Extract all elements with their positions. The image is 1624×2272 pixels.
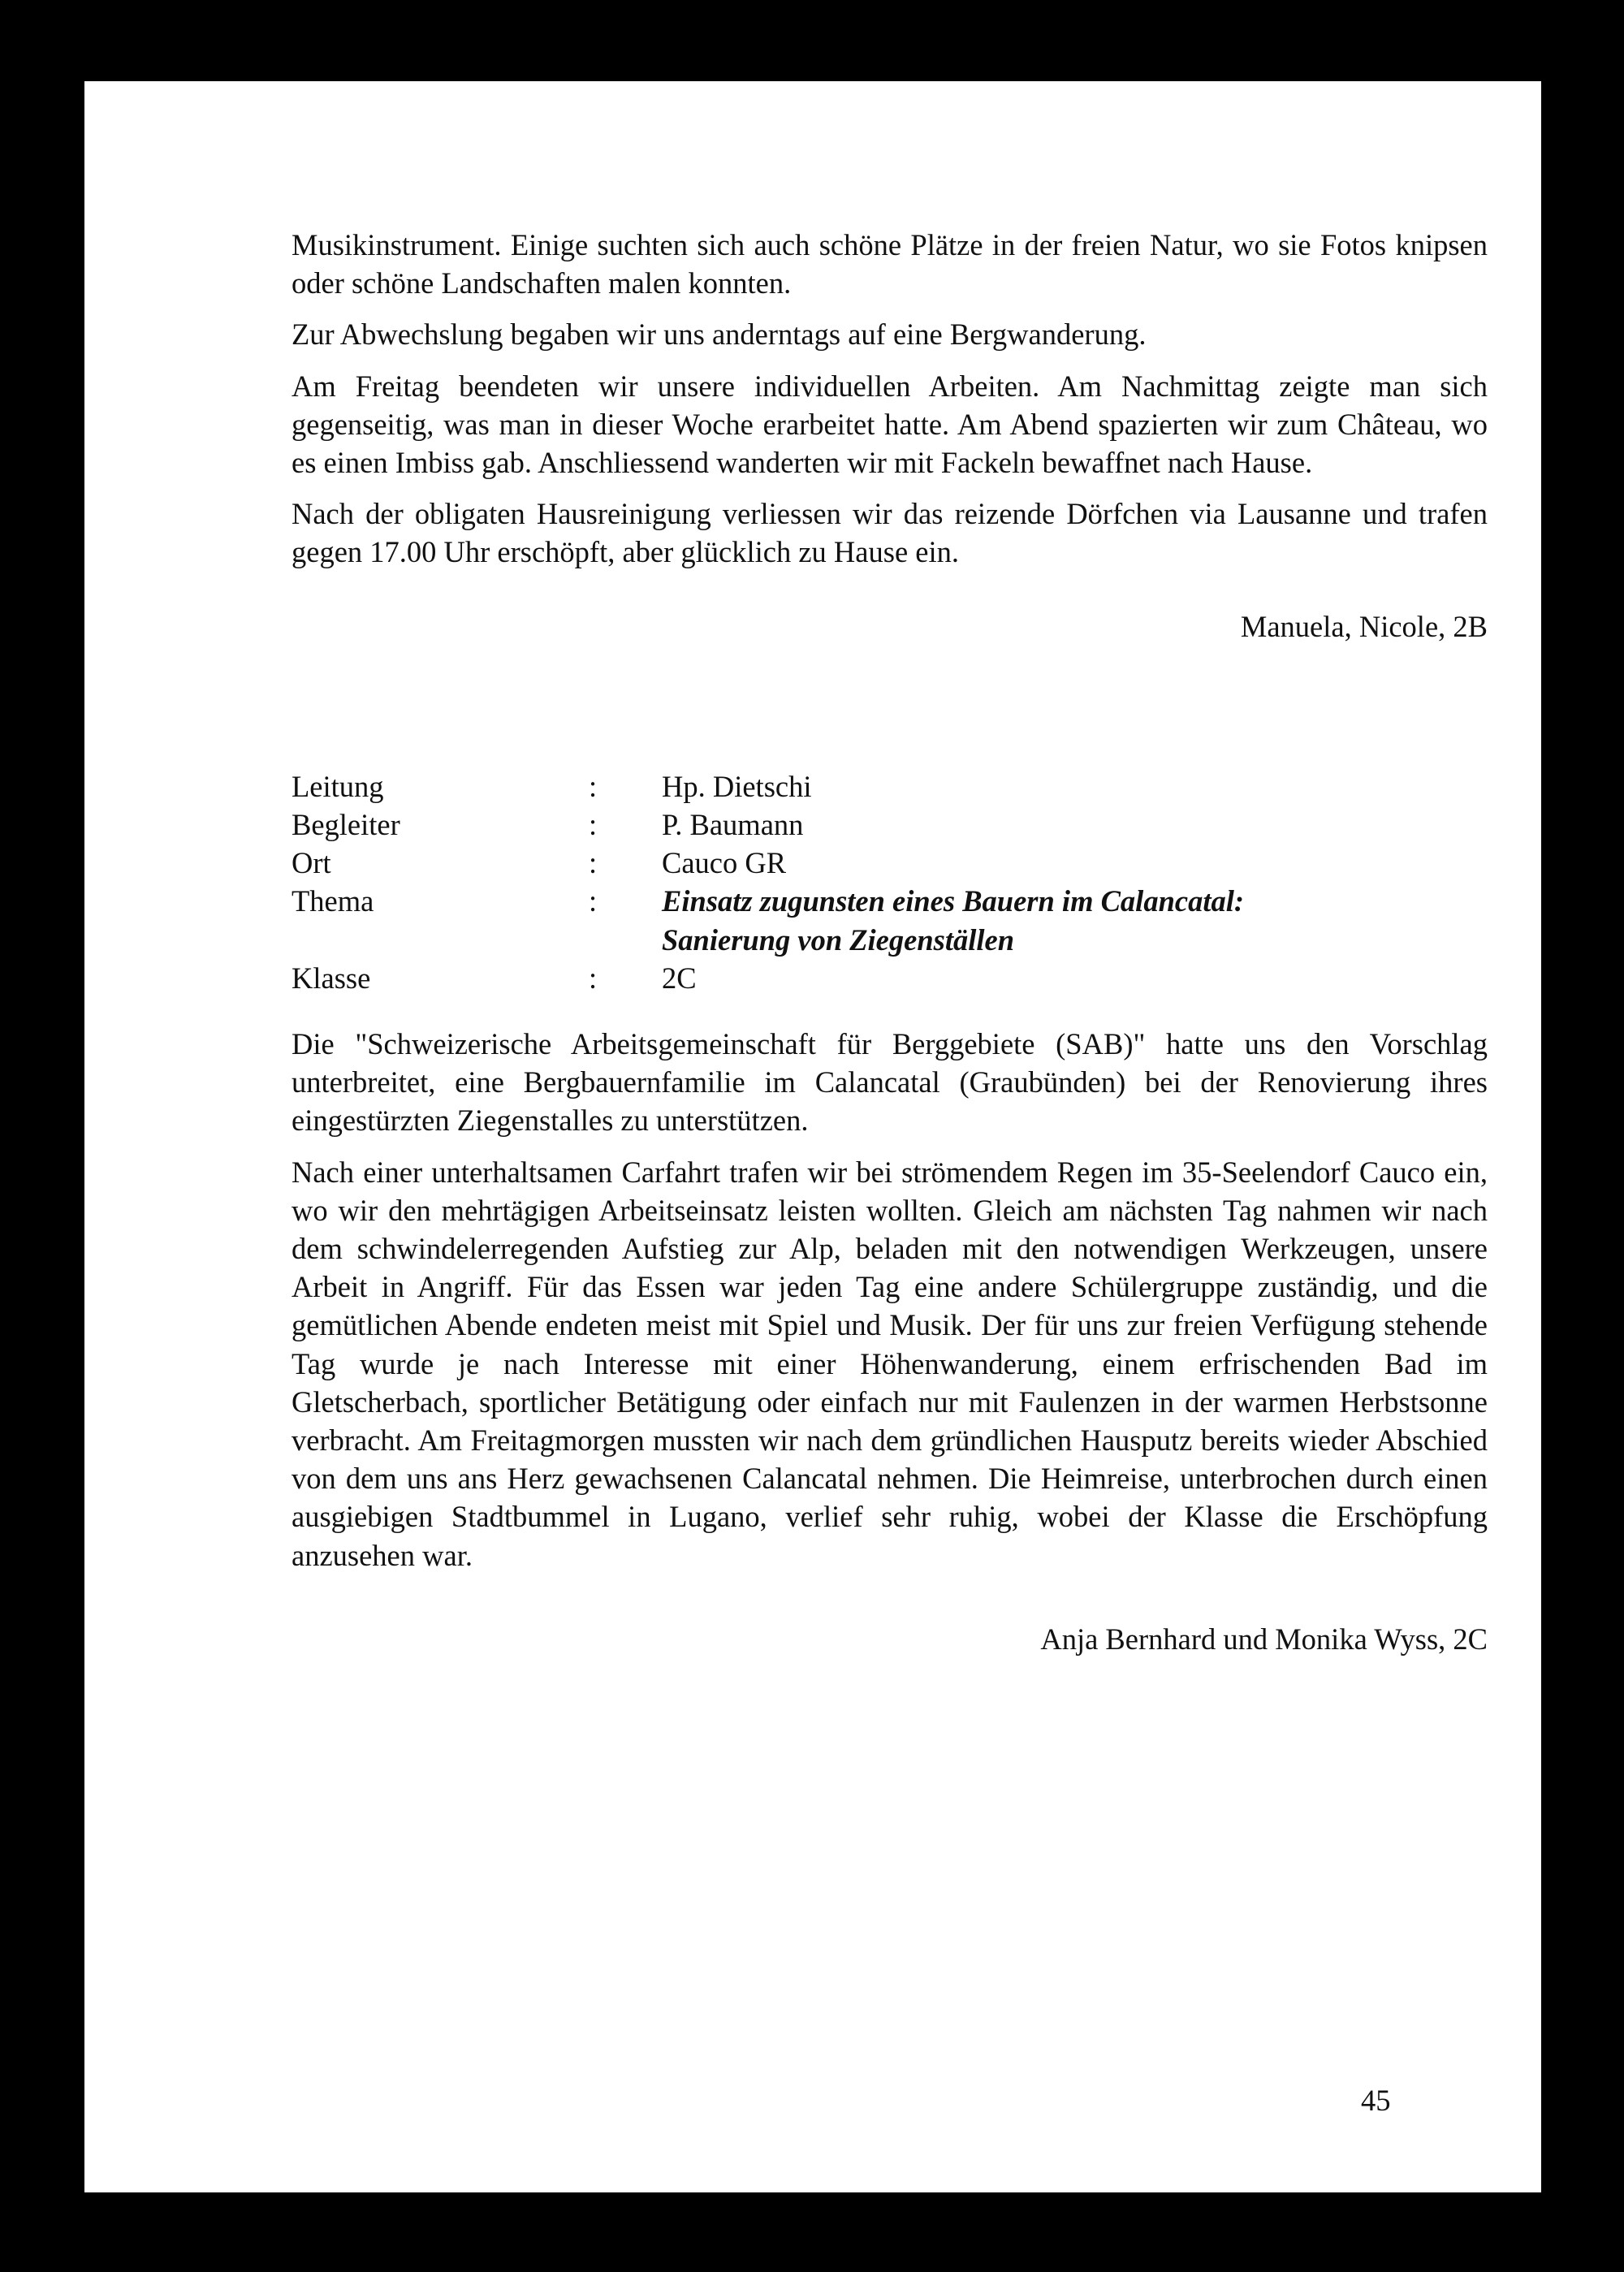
info-row-begleiter — [292, 806, 1488, 844]
info-label: Ort — [292, 846, 331, 880]
info-value: Cauco GR — [662, 846, 787, 880]
paragraph-5: Die "Schweizerische Arbeitsgemeinschaft für Berggebiete (SAB)" hatte uns den Vorschlag unterbreitet, eine Bergbauernfamilie im Calancatal (Graubünden) bei der Renovierung ihres eingestürzten Ziegenstalles zu unterstützen. — [292, 1027, 1488, 1138]
info-value — [662, 882, 1488, 958]
info-row-klasse — [292, 959, 1488, 997]
page-content — [292, 226, 1488, 1658]
paragraph-1: Musikinstrument. Einige suchten sich auch schöne Plätze in der freien Natur, wo sie Fotos knipsen oder schöne Landschaften malen konnten. — [292, 228, 1488, 300]
document-page — [84, 81, 1541, 2192]
thema-line-2: Sanierung von Ziegenställen — [662, 922, 1015, 957]
info-row-leitung — [292, 767, 1488, 806]
signature-1: Manuela, Nicole, 2B — [1240, 609, 1488, 643]
info-row-ort — [292, 844, 1488, 882]
signature-2: Anja Bernhard und Monika Wyss, 2C — [1040, 1622, 1488, 1656]
paragraph-6: Nach einer unterhaltsamen Carfahrt trafen wir bei strömendem Regen im 35-Seelendorf Cauco ein, wo wir den mehrtägigen Arbeitseinsatz leisten wollten. Gleich am nächsten Tag nahmen wir nach dem schwindelerregenden Aufstieg zur Alp, beladen mit den notwendigen Werkzeugen, unsere Arbeit in Angriff. Für das Essen war jeden Tag eine andere Schülergruppe zuständig, und die gemütlichen Abende endeten meist mit Spiel und Musik. Der für uns zur freien Verfügung stehende Tag wurde je nach Interesse mit einer Höhenwanderung, einem erfrischenden Bad im Gletscherbach, sportlicher Betätigung oder einfach nur mit Faulenzen in der warmen Herbstsonne verbracht. Am Freitagmorgen mussten wir nach dem gründlichen Hausputz bereits wieder Abschied von dem uns ans Herz gewachsenen Calancatal nehmen. Die Heimreise, unterbrochen durch einen ausgiebigen Stadtbummel in Lugano, verlief sehr ruhig, wobei der Klasse die Erschöpfung anzusehen war. — [292, 1155, 1488, 1572]
info-row-thema — [292, 882, 1488, 958]
info-label: Klasse — [292, 961, 371, 995]
info-label: Thema — [292, 884, 374, 918]
info-colon: : — [589, 961, 598, 995]
info-label: Begleiter — [292, 808, 400, 842]
info-colon: : — [589, 808, 598, 842]
page-number: 45 — [1361, 2084, 1391, 2117]
paragraph-3: Am Freitag beendeten wir unsere individuellen Arbeiten. Am Nachmittag zeigte man sich gegenseitig, was man in dieser Woche erarbeitet hatte. Am Abend spazierten wir zum Château, wo es einen Imbiss gab. Anschliessend wanderten wir mit Fackeln bewaffnet nach Hause. — [292, 369, 1488, 480]
info-value: Hp. Dietschi — [662, 769, 812, 803]
info-colon: : — [589, 884, 598, 918]
info-colon: : — [589, 846, 598, 880]
info-value: 2C — [662, 961, 697, 995]
info-colon: : — [589, 769, 598, 803]
paragraph-2: Zur Abwechslung begaben wir uns anderntags auf eine Bergwanderung. — [292, 317, 1147, 352]
info-value: P. Baumann — [662, 808, 804, 842]
info-label: Leitung — [292, 769, 384, 803]
info-table — [292, 767, 1488, 997]
paragraph-4: Nach der obligaten Hausreinigung verliessen wir das reizende Dörfchen via Lausanne und trafen gegen 17.00 Uhr erschöpft, aber glücklich zu Hause ein. — [292, 497, 1488, 569]
thema-line-1: Einsatz zugunsten eines Bauern im Calancatal: — [662, 884, 1245, 918]
